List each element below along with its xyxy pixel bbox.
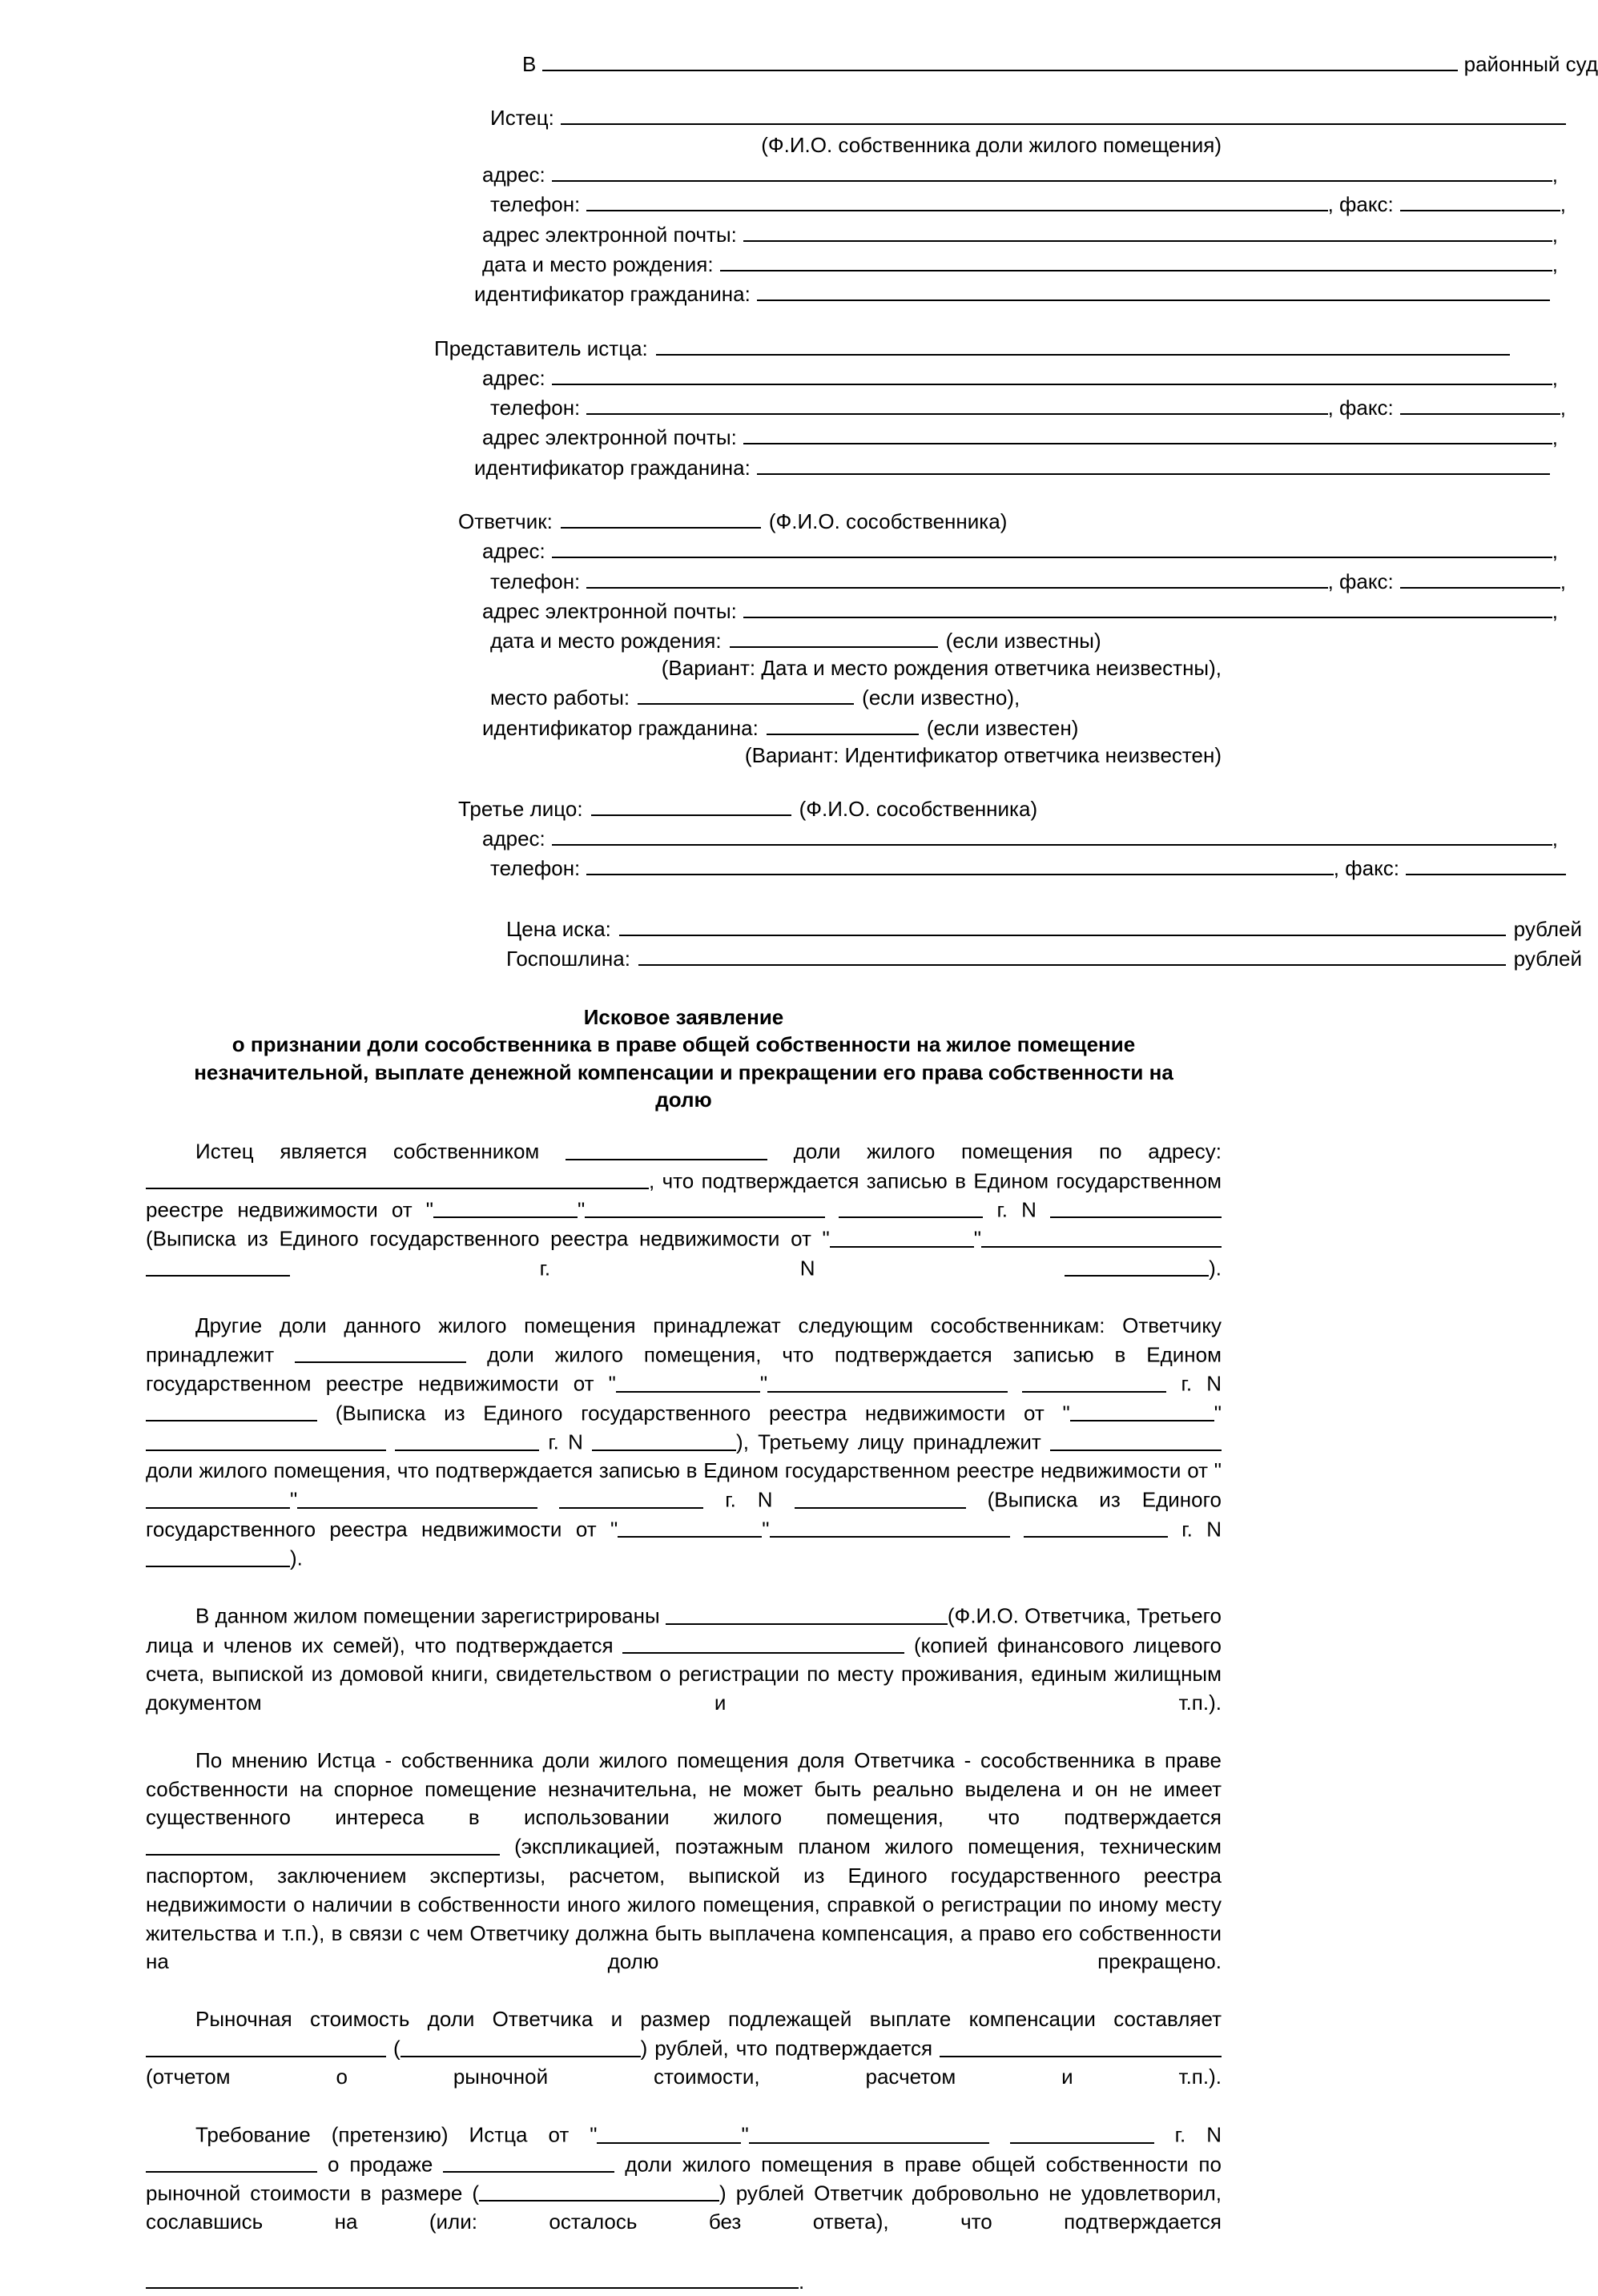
p6-s2: " xyxy=(741,2122,749,2147)
p2-s6: " xyxy=(1214,1401,1222,1425)
third-party-fax-label: , факс: xyxy=(1333,856,1399,881)
defendant-work-note: (если известно), xyxy=(862,686,1020,710)
defendant-identifier-label: идентификатор гражданина: xyxy=(482,715,759,740)
p2-day-blank[interactable] xyxy=(616,1369,760,1393)
defendant-email-tail: , xyxy=(1552,599,1558,623)
final-blank-line[interactable] xyxy=(146,2266,799,2289)
p2-day4-blank[interactable] xyxy=(618,1515,762,1538)
p6-day-blank[interactable] xyxy=(597,2121,741,2144)
p2-day2-blank[interactable] xyxy=(1070,1399,1214,1422)
p1-s5: г. N xyxy=(996,1197,1036,1222)
p2-s11: г. N xyxy=(725,1487,773,1512)
p2-s7: г. N xyxy=(548,1429,583,1454)
defendant-birth-row xyxy=(146,625,1566,655)
claim-price-row xyxy=(146,913,1582,943)
third-party-phone-label: телефон: xyxy=(490,856,581,881)
defendant-phone-blank[interactable] xyxy=(586,565,1327,589)
p1-day-blank[interactable] xyxy=(433,1196,578,1219)
p2-s5: (Выписка из Единого государственного реестра недвижимости от " xyxy=(335,1401,1070,1425)
paragraph-other-shares xyxy=(146,1312,1222,1602)
p5-report-blank[interactable] xyxy=(940,2034,1222,2057)
p1-s6: (Выписка из Единого государственного реестра недвижимости от " xyxy=(146,1226,830,1251)
defendant-phone-label: телефон: xyxy=(490,569,581,593)
representative-identifier-label: идентификатор гражданина: xyxy=(474,455,751,480)
defendant-address-label: адрес: xyxy=(482,539,545,564)
p1-s7: " xyxy=(973,1226,981,1251)
document-title xyxy=(146,1003,1222,1113)
third-party-address-tail: , xyxy=(1552,826,1558,851)
court-line xyxy=(146,48,1598,78)
p2-year-blank[interactable] xyxy=(1022,1369,1166,1393)
p6-s3: г. N xyxy=(1174,2122,1222,2147)
p1-month-blank[interactable] xyxy=(585,1196,825,1219)
representative-address-tail: , xyxy=(1552,365,1558,390)
paragraph-claim-demand xyxy=(146,2121,1222,2266)
paragraph-registered-persons xyxy=(146,1602,1222,1746)
title-line-2: о признании доли сособственника в праве общей собственности на жилое помещение xyxy=(231,1032,1136,1057)
p4-s2: (экспликацией, поэтажным планом жилого помещения, техническим паспортом, заключением экспертизы, расчетом, выпиской из Единого государственного реестра недвижимости о наличии в собственности иного жилого помещения, справкой о регистрации по иному месту жительства и т.п.), в связи с чем Ответчику должна быть выплачена компенсация, а право его собственности на долю прекращено. xyxy=(146,1834,1222,1974)
p2-share2-blank[interactable] xyxy=(1050,1428,1222,1451)
p6-s8: (или: осталось без ответа), что подтверждается xyxy=(429,2210,1222,2234)
defendant-row xyxy=(146,506,1534,536)
p3-s1: В данном жилом помещении зарегистрированы xyxy=(195,1603,660,1628)
p5-s3: ) рублей, что подтверждается xyxy=(640,2036,933,2061)
defendant-identifier-variant: (Вариант: Идентификатор ответчика неизвестен) xyxy=(744,742,1222,767)
p2-number2-blank[interactable] xyxy=(592,1428,736,1451)
p5-s2: ( xyxy=(392,2036,401,2061)
p1-address-blank[interactable] xyxy=(146,1167,649,1190)
claim-price-blank[interactable] xyxy=(619,913,1506,936)
defendant-address-row xyxy=(146,536,1558,565)
p2-number4-blank[interactable] xyxy=(146,1544,290,1567)
p2-s12: (Выписка из Единого государственного реестра недвижимости от " xyxy=(146,1487,1222,1542)
p2-month4-blank[interactable] xyxy=(770,1515,1010,1538)
p2-s4: г. N xyxy=(1181,1371,1222,1396)
p1-day2-blank[interactable] xyxy=(830,1224,974,1248)
plaintiff-birth-label: дата и место рождения: xyxy=(482,251,714,276)
p2-year2-blank[interactable] xyxy=(395,1428,539,1451)
defendant-phone-tail: , xyxy=(1560,569,1566,593)
plaintiff-identifier-label: идентификатор гражданина: xyxy=(474,282,751,307)
p2-month3-blank[interactable] xyxy=(297,1486,537,1509)
p6-month-blank[interactable] xyxy=(749,2121,989,2144)
defendant-address-blank[interactable] xyxy=(552,536,1552,559)
p1-s9: ). xyxy=(1209,1256,1222,1281)
court-name-blank[interactable] xyxy=(542,48,1457,71)
p2-month2-blank[interactable] xyxy=(146,1428,386,1451)
p2-s10: " xyxy=(290,1487,298,1512)
defendant-identifier-row xyxy=(146,712,1558,742)
p2-s14: г. N xyxy=(1181,1517,1222,1542)
p3-s3: (копией финансового лицевого счета, выпиской из домовой книги, свидетельством о регистрации по месту проживания, единым жилищным документом и т.п.). xyxy=(146,1633,1222,1715)
claim-price-unit: рублей xyxy=(1513,916,1582,941)
defendant-work-blank[interactable] xyxy=(638,682,854,706)
third-party-phone-row xyxy=(146,853,1566,883)
representative-email-blank[interactable] xyxy=(743,422,1552,445)
paragraph-ownership xyxy=(146,1137,1222,1312)
representative-fax-blank[interactable] xyxy=(1400,392,1560,416)
defendant-work-row xyxy=(146,682,1566,712)
representative-identifier-row xyxy=(146,452,1550,481)
plaintiff-address-row xyxy=(146,159,1558,188)
p5-amount-words-blank[interactable] xyxy=(401,2034,641,2057)
state-duty-blank[interactable] xyxy=(638,943,1506,967)
defendant-birth-note: (если известны) xyxy=(945,629,1101,653)
state-duty-row xyxy=(146,943,1582,973)
p6-s6: ( xyxy=(472,2181,480,2206)
plaintiff-row xyxy=(146,102,1566,131)
p2-s13: " xyxy=(762,1517,770,1542)
defendant-fax-blank[interactable] xyxy=(1400,565,1560,589)
plaintiff-name-blank[interactable] xyxy=(561,102,1566,125)
p1-year2-blank[interactable] xyxy=(146,1254,290,1277)
state-duty-label: Госпошлина: xyxy=(506,947,630,971)
defendant-identifier-note: (если известен) xyxy=(926,715,1079,740)
p5-amount-blank[interactable] xyxy=(146,2034,386,2057)
plaintiff-identifier-blank[interactable] xyxy=(757,279,1550,302)
representative-name-blank[interactable] xyxy=(656,332,1510,356)
p3-evidence-blank[interactable] xyxy=(622,1631,904,1655)
p2-share-blank[interactable] xyxy=(295,1341,466,1364)
third-party-address-label: адрес: xyxy=(482,826,545,851)
paragraph-opinion xyxy=(146,1747,1222,2005)
defendant-email-row xyxy=(146,595,1558,625)
representative-identifier-blank[interactable] xyxy=(757,452,1550,475)
defendant-birth-label: дата и место рождения: xyxy=(490,629,722,653)
plaintiff-phone-blank[interactable] xyxy=(586,189,1327,212)
defendant-fax-label: , факс: xyxy=(1327,569,1394,593)
defendant-label: Ответчик: xyxy=(458,509,553,534)
title-line-4: долю xyxy=(655,1087,712,1112)
p1-s2: доли жилого помещения по адресу: xyxy=(793,1139,1222,1164)
p1-s4: " xyxy=(578,1197,586,1222)
defendant-work-label: место работы: xyxy=(490,686,630,710)
state-duty-unit: рублей xyxy=(1513,947,1582,971)
p5-s1: Рыночная стоимость доли Ответчика и размер подлежащей выплате компенсации составляет xyxy=(195,2007,1222,2032)
representative-phone-tail: , xyxy=(1560,396,1566,420)
paragraph-market-value xyxy=(146,2005,1222,2121)
plaintiff-address-tail: , xyxy=(1552,162,1558,187)
p6-s1: Требование (претензию) Истца от " xyxy=(195,2122,598,2147)
p2-s9: доли жилого помещения, что подтверждается записью в Едином государственном реестре недвижимости от " xyxy=(146,1458,1222,1483)
p1-number-blank[interactable] xyxy=(1050,1196,1222,1219)
p6-amount-blank[interactable] xyxy=(479,2179,719,2202)
plaintiff-address-blank[interactable] xyxy=(552,159,1552,182)
representative-phone-label: телефон: xyxy=(490,396,581,420)
representative-label: Представитель истца: xyxy=(434,336,648,360)
plaintiff-email-row xyxy=(146,219,1558,248)
final-signature-line-row xyxy=(146,2266,1222,2296)
p6-s5: доли жилого помещения в праве общей собственности по рыночной стоимости в размере xyxy=(146,2152,1222,2206)
third-party-phone-blank[interactable] xyxy=(586,853,1334,876)
plaintiff-identifier-row xyxy=(146,279,1550,308)
defendant-email-label: адрес электронной почты: xyxy=(482,599,737,623)
defendant-identifier-blank[interactable] xyxy=(767,712,919,735)
court-prefix: В xyxy=(522,51,537,76)
defendant-phone-row xyxy=(146,565,1566,595)
p2-year3-blank[interactable] xyxy=(559,1486,703,1509)
plaintiff-birth-blank[interactable] xyxy=(720,248,1552,271)
third-party-row xyxy=(146,793,1534,822)
p3-persons-blank[interactable] xyxy=(666,1602,948,1625)
p6-s4: о продаже xyxy=(327,2152,433,2177)
p4-s1: По мнению Истца - собственника доли жилого помещения доля Ответчика - сособственника в праве собственности на спорное помещение незначительна, не может быть реально выделена и он не имеет существенного интереса в использовании жилого помещения, что подтверждается xyxy=(146,1747,1222,1830)
p2-day3-blank[interactable] xyxy=(146,1486,290,1509)
plaintiff-label: Истец: xyxy=(490,105,554,130)
representative-phone-blank[interactable] xyxy=(586,392,1327,416)
p1-share-blank[interactable] xyxy=(566,1137,767,1160)
p1-month2-blank[interactable] xyxy=(981,1224,1222,1248)
third-party-address-blank[interactable] xyxy=(552,823,1552,846)
plaintiff-phone-label: телефон: xyxy=(490,192,581,217)
third-party-address-row xyxy=(146,823,1558,853)
plaintiff-fax-label: , факс: xyxy=(1327,192,1394,217)
p1-s8: г. N xyxy=(539,1256,815,1281)
representative-email-tail: , xyxy=(1552,425,1558,450)
defendant-address-tail: , xyxy=(1552,539,1558,564)
defendant-name-blank[interactable] xyxy=(561,506,761,529)
third-party-name-blank[interactable] xyxy=(591,793,791,816)
third-party-hint: (Ф.И.О. сособственника) xyxy=(799,796,1038,821)
p2-number-blank[interactable] xyxy=(146,1399,317,1422)
p5-s4: (отчетом о рыночной стоимости, расчетом и т.п.). xyxy=(146,2065,1222,2089)
defendant-email-blank[interactable] xyxy=(743,595,1552,618)
p2-s1: Другие доли данного жилого помещения принадлежат следующим сособственникам: Ответчику принадлежит xyxy=(146,1313,1222,1367)
representative-address-blank[interactable] xyxy=(552,362,1552,385)
p6-s9: . xyxy=(799,2269,805,2294)
p2-month-blank[interactable] xyxy=(767,1369,1008,1393)
plaintiff-birth-row xyxy=(146,248,1558,278)
representative-row xyxy=(146,332,1510,362)
p2-year4-blank[interactable] xyxy=(1024,1515,1168,1538)
plaintiff-fax-blank[interactable] xyxy=(1400,189,1560,212)
representative-address-row xyxy=(146,362,1558,392)
p1-number2-blank[interactable] xyxy=(1065,1254,1209,1277)
title-line-1: Исковое заявление xyxy=(583,1004,784,1029)
p1-year-blank[interactable] xyxy=(839,1196,983,1219)
court-suffix: районный суд xyxy=(1463,51,1598,76)
plaintiff-birth-tail: , xyxy=(1552,251,1558,276)
plaintiff-email-label: адрес электронной почты: xyxy=(482,222,737,247)
plaintiff-phone-tail: , xyxy=(1560,192,1566,217)
claim-price-label: Цена иска: xyxy=(506,916,611,941)
plaintiff-phone-row xyxy=(146,189,1566,219)
representative-phone-row xyxy=(146,392,1566,422)
document-body xyxy=(146,1137,1222,2296)
p1-s3: , что подтверждается записью в Едином государственном реестре недвижимости от " xyxy=(146,1168,1222,1222)
p2-s2: доли жилого помещения, что подтверждается записью в Едином государственном реестре недвижимости от " xyxy=(146,1342,1222,1396)
defendant-hint: (Ф.И.О. сособственника) xyxy=(768,509,1008,534)
plaintiff-email-blank[interactable] xyxy=(743,219,1552,242)
defendant-birth-blank[interactable] xyxy=(730,625,938,649)
p6-s7: ) рублей Ответчик добровольно не удовлетворил, сославшись на xyxy=(146,2181,1222,2234)
p1-s1: Истец является собственником xyxy=(195,1139,540,1164)
p6-year-blank[interactable] xyxy=(1010,2121,1154,2144)
plaintiff-email-tail: , xyxy=(1552,222,1558,247)
third-party-fax-blank[interactable] xyxy=(1406,853,1566,876)
p6-number-blank[interactable] xyxy=(146,2150,317,2173)
plaintiff-address-label: адрес: xyxy=(482,162,545,187)
p4-evidence-blank[interactable] xyxy=(146,1832,500,1856)
p2-s3: " xyxy=(759,1371,768,1396)
representative-email-label: адрес электронной почты: xyxy=(482,425,737,450)
p2-number3-blank[interactable] xyxy=(795,1486,966,1509)
p2-s8: ), Третьему лицу принадлежит xyxy=(736,1429,1041,1454)
title-line-3: незначительной, выплате денежной компенсации и прекращении его права собственности на xyxy=(194,1060,1173,1084)
header-requisites xyxy=(146,48,1598,973)
p6-share-blank[interactable] xyxy=(443,2150,614,2173)
third-party-label: Третье лицо: xyxy=(458,796,583,821)
plaintiff-hint: (Ф.И.О. собственника доли жилого помещения) xyxy=(761,132,1222,157)
defendant-birth-variant: (Вариант: Дата и место рождения ответчика неизвестны), xyxy=(661,656,1222,681)
representative-email-row xyxy=(146,422,1558,452)
representative-fax-label: , факс: xyxy=(1327,396,1394,420)
p3-s2: (Ф.И.О. Ответчика, Третьего лица и членов их семей), что подтверждается xyxy=(146,1603,1222,1658)
p2-s15: ). xyxy=(290,1546,303,1570)
representative-address-label: адрес: xyxy=(482,365,545,390)
